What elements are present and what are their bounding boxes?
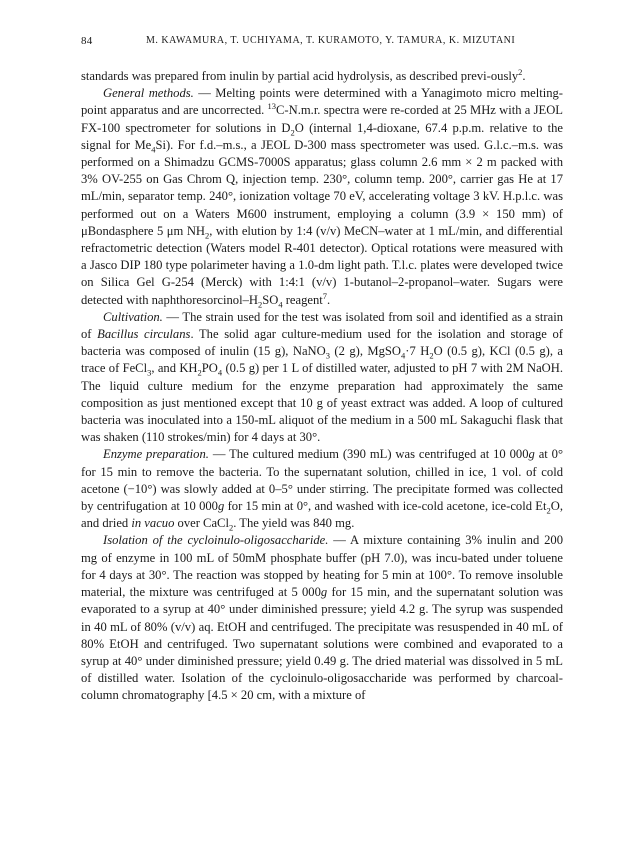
page-number: 84 <box>81 35 93 47</box>
running-header <box>81 35 563 51</box>
body-text <box>81 68 563 705</box>
running-header-authors: M. KAWAMURA, T. UCHIYAMA, T. KURAMOTO, Y. TAMURA, K. MIZUTANI <box>146 35 516 46</box>
paragraph-general-methods: General methods. — Melting points were determined with a Yanagimoto micro melting-point apparatus and are uncorrected. $^{13}$C-N.m.r. spectra were re-corded at 25 MHz with a JEOL FX-100 spectrometer for solutions in $D_2O$ (internal 1,4-dioxane, 67.4 p.p.m. relative to the signal for $Me_4Si$). For f.d.–m.s., a JEOL D-300 mass spectrometer was used. G.l.c.–m.s. was performed on a Shimadzu GCMS-7000S apparatus; glass column 2.6 mm × 2 m packed with 3% OV-255 on Gas Chrom Q, injection temp. 230°, column temp. 200°, carrier gas He at 17 mL/min, separator temp. 240°, ionization voltage 70 eV, accelerating voltage 3 kV. H.p.l.c. was performed out on a Waters M600 instrument, employing a column (3.9 × 150 mm) of μBondasphere 5 μm $NH_2$, with elution by 1:4 (v/v) MeCN–water at 1 mL/min, and differential refractometric detection (Waters model R-401 detector). Optical rotations were measured with a Jasco DIP 180 type polarimeter having a 1.0-dm light path. T.l.c. plates were developed twice on Silica Gel G-254 (Merck) with 1:4:1 (v/v) 1-butanol–2-propanol–water. Sugars were detected with naphthoresorcinol–$H_2SO_4$ reagent$^7$. <box>81 86 563 310</box>
paragraph-standards: standards was prepared from inulin by partial acid hydrolysis, as described previ-ously$^2$. <box>81 66 526 83</box>
paragraph-cultivation: Cultivation. — The strain used for the test was isolated from soil and identified as a strain of Bacillus circulans. The solid agar culture-medium used for the isolation and storage of bacteria was composed of inulin (15 g), NaNO$_3$ (2 g), MgSO$_4$·7 $H_2O$ (0.5 g), KCl (0.5 g), a trace of FeCl$_3$, and $KH_2PO_4$ (0.5 g) per 1 L of distilled water, adjusted to pH 7 with 2M NaOH. The liquid culture medium for the enzyme preparation had approximately the same composition as just mentioned except that 10 g of yeast extract was added. A loop of cultured bacteria was inoculated into a 150-mL aliquot of the medium in a 500 mL Sakaguchi flask that was shaken (110 strokes/min) for 4 days at 30°. <box>81 309 564 445</box>
paragraph-enzyme-preparation: Enzyme preparation. — The cultured medium (390 mL) was centrifuged at 10 000g at 0° for 15 min to remove the bacteria. To the supernatant solution, chilled in ice, 1 vol. of cold acetone (−10°) was slowly added at 0–5° under stirring. The precipitate formed was collected by centrifugation at 10 000g for 15 min at 0°, and washed with ice-cold acetone, ice-cold $Et_2O$, and dried in vacuo over CaCl$_2$. The yield was 840 mg. <box>81 447 564 533</box>
paragraph-isolation: Isolation of the cycloinulo-oligosaccharide. — A mixture containing 3% inulin and 200 mg of enzyme in 100 mL of 50mM phosphate buffer (pH 7.0), was incu-bated under toluene for 4 days at 30°. The reaction was stopped by heating for 5 min at 100°. To remove insoluble material, the mixture was centrifuged at 5 000g for 15 min, and the supernatant solution was evaporated to a syrup at 40° under diminished pressure; yield 4.2 g. The syrup was suspended in 40 mL of 80% (v/v) aq. EtOH and centrifuged. The precipitate was resuspended in 40 mL of 80% EtOH and centrifuged. Two supernatant solutions were combined and evaporated to a syrup at 40° under diminished pressure; yield 0.49 g. The dried material was dissolved in 5 mL of distilled water. Isolation of the cycloinulo-oligosaccharide was performed by charcoal-column chromatography [4.5 × 20 cm, with a mixture of <box>81 533 563 703</box>
